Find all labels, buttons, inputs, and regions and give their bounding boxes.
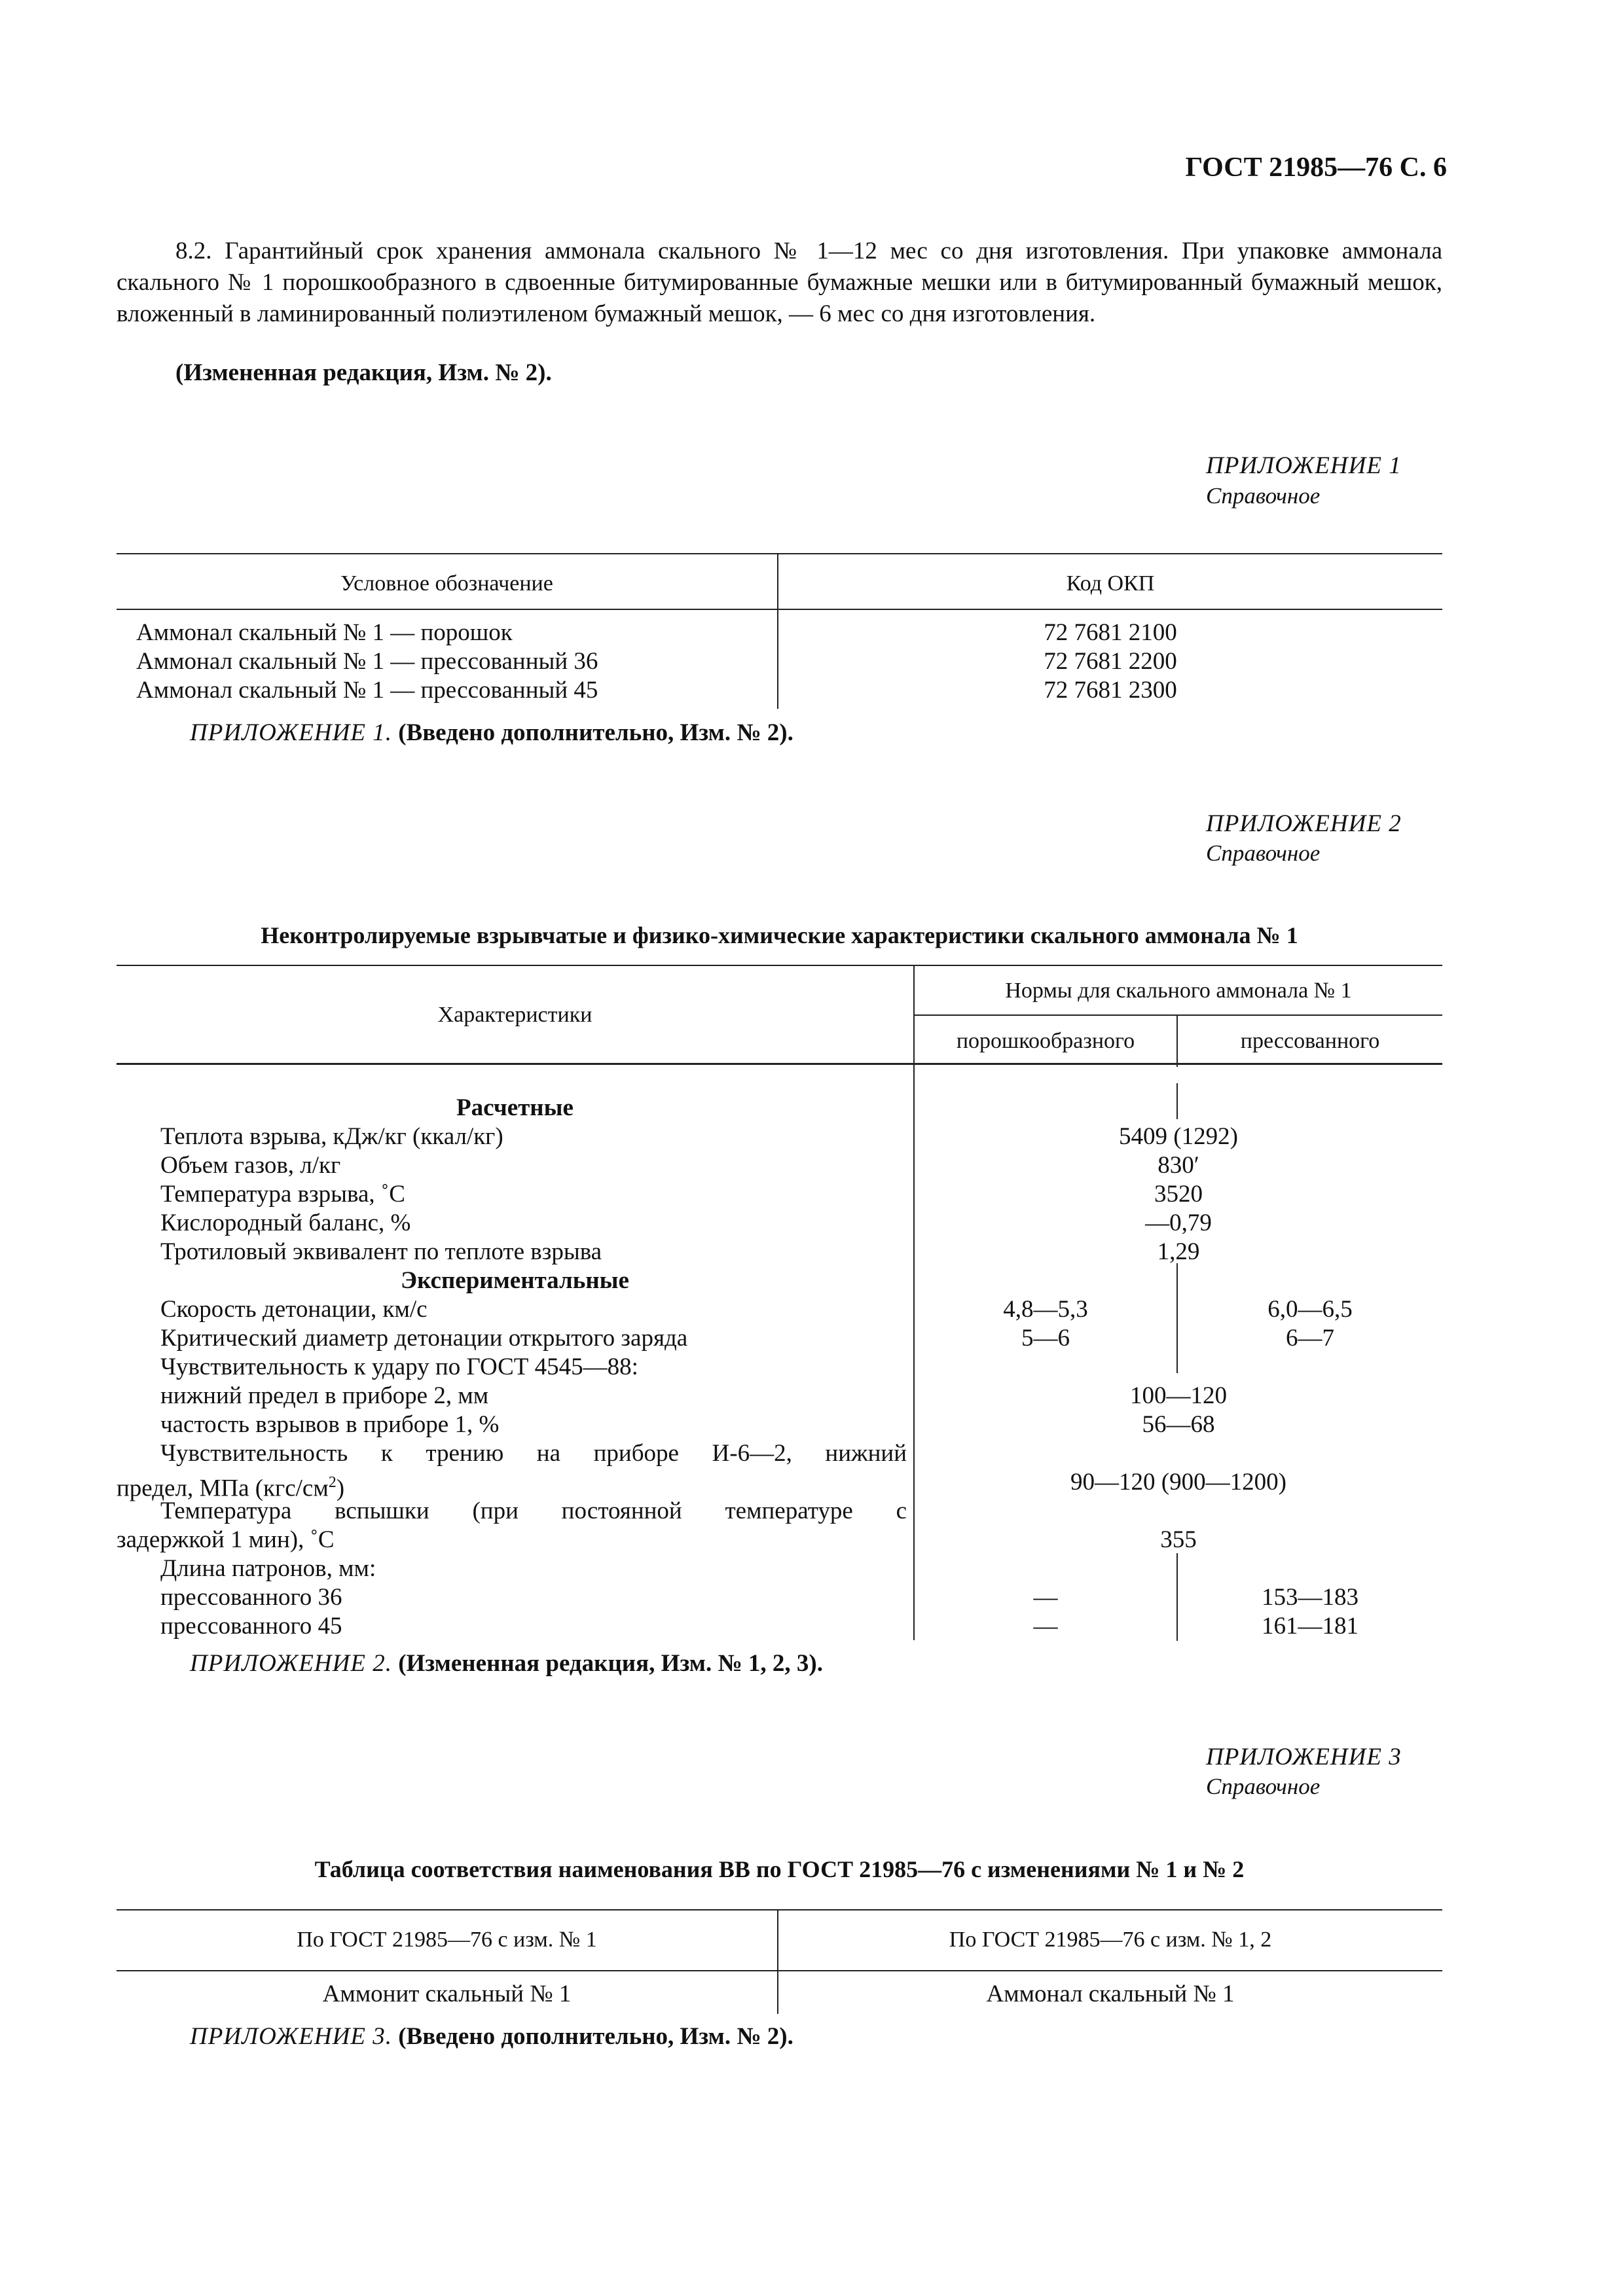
appendix1-row-name: Аммонал скальный № 1 — прессованный 45: [136, 677, 598, 704]
appendix3-col-header-new: По ГОСТ 21985—76 с изм. № 1, 2: [949, 1928, 1272, 1952]
appendix2-value: —0,79: [1145, 1210, 1212, 1236]
section-8-2-paragraph: [117, 236, 1442, 330]
appendix2-row-label: Объем газов, л/кг: [160, 1152, 341, 1179]
appendix2-row-label: Скорость детонации, км/с: [160, 1296, 428, 1323]
appendix2-group-calculated: Расчетные: [456, 1094, 574, 1121]
appendix1-row-name: Аммонал скальный № 1 — прессованный 36: [136, 648, 598, 675]
table-rule: [117, 609, 1442, 610]
appendix2-value: 830′: [1158, 1152, 1199, 1179]
appendix3-row-new: Аммонал скальный № 1: [986, 1981, 1235, 2007]
appendix2-row-label: Чувствительность к удару по ГОСТ 4545—88:: [160, 1354, 638, 1380]
appendix2-group-experimental: Экспериментальные: [401, 1267, 629, 1294]
appendix1-row-code: 72 7681 2300: [1044, 677, 1177, 704]
appendix3-table-caption: Таблица соответствия наименования ВВ по ГОСТ 21985—76 с изменениями № 1 и № 2: [314, 1856, 1245, 1882]
appendix2-row-label: нижний предел в приборе 2, мм: [160, 1382, 489, 1409]
appendix2-value-pressed: 6—7: [1286, 1325, 1334, 1352]
appendix3-row-old: Аммонит скальный № 1: [322, 1981, 572, 2007]
appendix2-value: 56—68: [1142, 1411, 1215, 1438]
appendix2-row-label: Длина патронов, мм:: [160, 1555, 376, 1582]
appendix2-value: 100—120: [1130, 1382, 1227, 1409]
appendix3-note-label: ПРИЛОЖЕНИЕ 3.: [190, 2023, 392, 2050]
table-rule: [117, 553, 1442, 554]
appendix2-value: 355: [1160, 1526, 1197, 1553]
appendix3-subtitle: Справочное: [1206, 1774, 1321, 1799]
table-rule: [117, 965, 1442, 966]
appendix2-row-label: прессованного 45: [160, 1613, 342, 1640]
appendix2-row-label: Чувствительность к трению на приборе И-6—2, нижний: [160, 1440, 907, 1467]
appendix2-note-text: (Измененная редакция, Изм. № 1, 2, 3).: [398, 1650, 823, 1677]
appendix1-col-header-code: Код ОКП: [1066, 571, 1155, 596]
friction-label-part: предел, МПа (кгс/см: [117, 1475, 329, 1502]
appendix2-value: 90—120 (900—1200): [1070, 1469, 1286, 1496]
appendix2-row-label: Критический диаметр детонации открытого заряда: [160, 1325, 688, 1352]
appendix2-value-pressed: 161—181: [1262, 1613, 1359, 1640]
appendix2-value: 5409 (1292): [1119, 1123, 1238, 1150]
appendix2-row-label: задержкой 1 мин), ˚С: [117, 1526, 335, 1553]
appendix2-table-caption: Неконтролируемые взрывчатые и физико-химические характеристики скального аммонала № 1: [261, 922, 1298, 948]
appendix3-note: [190, 2022, 793, 2051]
appendix2-value-powder: 4,8—5,3: [1003, 1296, 1088, 1323]
section-8-2-edit-note: (Измененная редакция, Изм. № 2).: [175, 359, 552, 386]
appendix2-value-pressed: 6,0—6,5: [1267, 1296, 1353, 1323]
friction-label-superscript: 2: [328, 1474, 337, 1491]
appendix1-subtitle: Справочное: [1206, 483, 1321, 509]
appendix2-col-header-powder: порошкообразного: [956, 1029, 1135, 1053]
appendix2-note-label: ПРИЛОЖЕНИЕ 2.: [190, 1650, 392, 1677]
table-rule: [117, 1909, 1442, 1910]
appendix1-row-code: 72 7681 2100: [1044, 619, 1177, 646]
appendix3-note-text: (Введено дополнительно, Изм. № 2).: [398, 2023, 793, 2050]
appendix1-note-text: (Введено дополнительно, Изм. № 2).: [398, 719, 793, 746]
table-rule: [117, 1970, 1442, 1971]
appendix2-col-header-pressed: прессованного: [1240, 1029, 1380, 1053]
friction-label-part: ): [336, 1475, 345, 1502]
appendix2-row-label: прессованного 36: [160, 1584, 342, 1611]
appendix3-title: ПРИЛОЖЕНИЕ 3: [1206, 1744, 1402, 1770]
appendix2-note: [190, 1649, 823, 1677]
appendix2-row-label: Температура взрыва, ˚С: [160, 1181, 405, 1208]
appendix1-row-code: 72 7681 2200: [1044, 648, 1177, 675]
appendix2-col-header-characteristics: Характеристики: [437, 1003, 593, 1027]
appendix2-row-label: Кислородный баланс, %: [160, 1210, 411, 1236]
appendix2-row-label: Тротиловый эквивалент по теплоте взрыва: [160, 1238, 602, 1265]
appendix2-value-powder: 5—6: [1021, 1325, 1070, 1352]
appendix2-row-label: Теплота взрыва, кДж/кг (ккал/кг): [160, 1123, 503, 1150]
appendix2-value: 1,29: [1157, 1238, 1200, 1265]
appendix1-title: ПРИЛОЖЕНИЕ 1: [1206, 452, 1402, 479]
appendix2-subtitle: Справочное: [1206, 840, 1321, 866]
appendix2-row-label: Температура вспышки (при постоянной температуре с: [160, 1498, 907, 1524]
table-rule: [117, 1063, 1442, 1065]
appendix1-col-header-name: Условное обозначение: [340, 571, 553, 596]
table-column-divider: [1176, 1083, 1178, 1119]
appendix2-value-powder: —: [1033, 1584, 1058, 1611]
appendix1-note: [190, 719, 793, 747]
appendix2-value-powder: —: [1033, 1613, 1058, 1640]
appendix3-col-header-old: По ГОСТ 21985—76 с изм. № 1: [297, 1928, 597, 1952]
page-header-code: ГОСТ 21985—76 С. 6: [1185, 152, 1447, 183]
table-rule: [913, 1014, 1442, 1016]
appendix2-value-pressed: 153—183: [1262, 1584, 1359, 1611]
appendix2-title: ПРИЛОЖЕНИЕ 2: [1206, 810, 1402, 837]
appendix1-row-name: Аммонал скальный № 1 — порошок: [136, 619, 513, 646]
appendix2-row-label: частость взрывов в приборе 1, %: [160, 1411, 500, 1438]
appendix1-note-label: ПРИЛОЖЕНИЕ 1.: [190, 719, 392, 746]
appendix2-col-header-norms: Нормы для скального аммонала № 1: [1005, 978, 1352, 1003]
appendix2-value: 3520: [1154, 1181, 1203, 1208]
section-8-2-text: 8.2. Гарантийный срок хранения аммонала скального № 1—12 мес со дня изготовления. При упаковке аммонала скального № 1 порошкообразного в сдвоенные битумированные бумажные мешки или в битумированный бумажный мешок, вложенный в ламинированный полиэтиленом бумажный мешок, — 6 мес со дня изготовления.: [117, 238, 1442, 327]
